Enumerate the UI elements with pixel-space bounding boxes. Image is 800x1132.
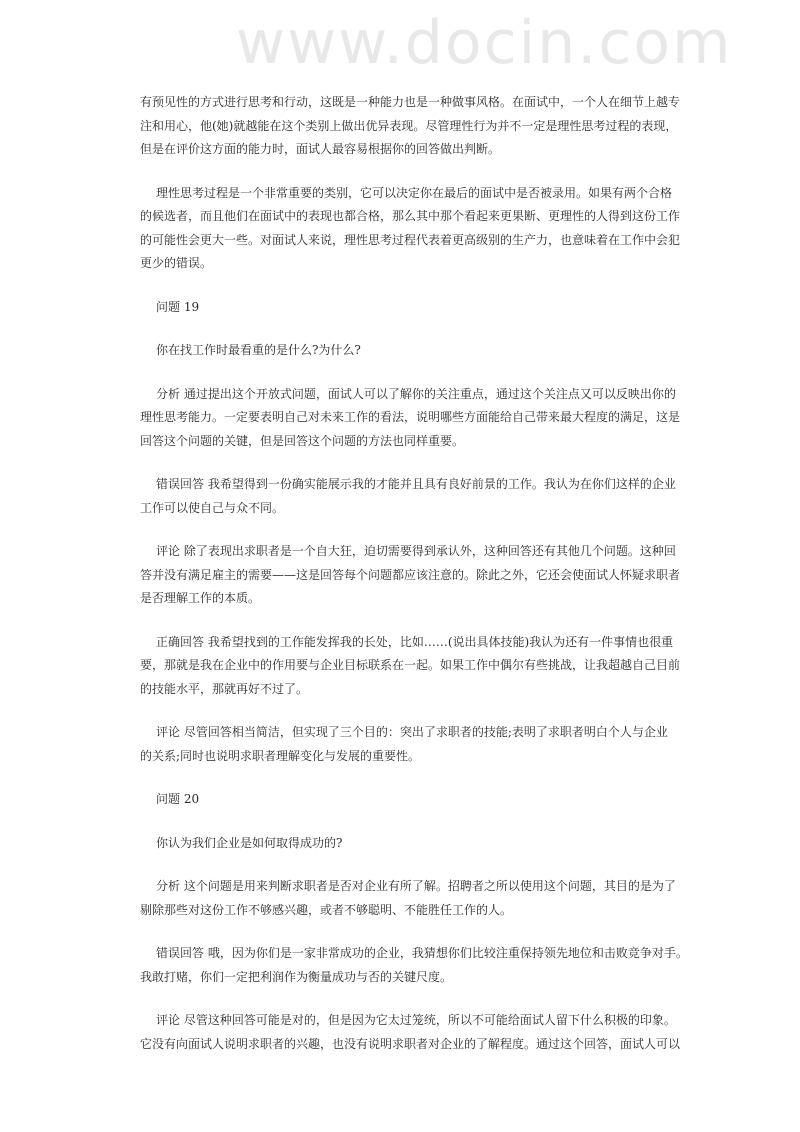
text-line: 我敢打赌，你们一定把利润作为衡量成功与否的关键尺度。 (140, 969, 453, 984)
text-line: 错误回答 我希望得到一份确实能展示我的才能并且具有良好前景的工作。我认为在你们这样的企业 (156, 477, 676, 491)
question-20-comment (140, 1009, 705, 1056)
question-19-text (140, 339, 705, 363)
text-line: 正确回答 我希望找到的工作能发挥我的长处，比如……(说出具体技能)我认为还有一件事情也很重 (156, 634, 674, 649)
text-line: 分析 这个问题是用来判断求职者是否对企业有所了解。招聘者之所以使用这个问题，其目的是为了 (156, 879, 676, 893)
question-19-comment-1 (140, 540, 705, 611)
text-line: 要，那就是我在企业中的作用要与企业目标联系在一起。如果工作中偶尔有些挑战，让我超越自己目前 (140, 658, 681, 672)
text-line: 理性思考过程是一个非常重要的类别，它可以决定你在最后的面试中是否被录用。如果有两个合格 (156, 185, 673, 200)
text-line: 理性思考能力。一定要表明自己对未来工作的看法，说明哪些方面能给自己带来最大程度的满足，这是 (140, 410, 681, 424)
question-19-analysis (140, 383, 705, 454)
question-19-heading (140, 296, 705, 320)
text-line: 答并没有满足雇主的需要——这是回答每个问题都应该注意的。除此之外，它还会使面试人怀疑求职者 (140, 567, 681, 582)
paragraph-rational-thinking (140, 182, 705, 276)
question-20-heading (140, 788, 705, 812)
text-line: 问题 20 (156, 792, 200, 806)
text-line: 你认为我们企业是如何取得成功的? (156, 835, 343, 850)
question-20-text (140, 832, 705, 856)
text-line: 但是在评价这方面的能力时，面试人最容易根据你的回答做出判断。 (140, 142, 501, 156)
text-line: 回答这个问题的关键，但是回答这个问题的方法也同样重要。 (140, 433, 465, 448)
text-line: 更少的错误。 (140, 256, 213, 270)
watermark: www.docin.com (236, 8, 733, 78)
text-line: 的候选者，而且他们在面试中的表现也都合格，那么其中那个看起来更果断、更理性的人得到这份工作 (140, 209, 681, 223)
text-line: 问题 19 (156, 299, 200, 314)
document-body (140, 91, 705, 1076)
text-line: 的关系;同时也说明求职者理解变化与发展的重要性。 (140, 748, 421, 763)
text-line: 的技能水平，那就再好不过了。 (140, 681, 309, 696)
question-20-analysis (140, 875, 705, 922)
text-line: 你在找工作时最看重的是什么?为什么? (156, 343, 361, 357)
text-line: 注和用心，他(她)就越能在这个类别上做出优异表现。尽管理性行为并不一定是理性思考过程的表现， (140, 118, 678, 133)
question-19-comment-2 (140, 721, 705, 768)
text-line: 评论 尽管这种回答可能是对的，但是因为它太过笼统，所以不可能给面试人留下什么积极的印象。 (156, 1013, 676, 1027)
text-line: 错误回答 哦，因为你们是一家非常成功的企业，我猜想你们比较注重保持领先地位和击败竞争对手。 (156, 946, 688, 960)
paragraph-rational-behavior (140, 91, 705, 162)
question-20-wrong-answer (140, 942, 705, 989)
text-line: 剔除那些对这份工作不够感兴趣，或者不够聪明、不能胜任工作的人。 (140, 902, 513, 917)
text-line: 是否理解工作的本质。 (140, 591, 261, 605)
text-line: 有预见性的方式进行思考和行动，这既是一种能力也是一种做事风格。在面试中，一个人在细节上越专 (140, 95, 681, 109)
question-19-correct-answer (140, 631, 705, 702)
text-line: 它没有向面试人说明求职者的兴趣，也没有说明求职者对企业的了解程度。通过这个回答，面试人可以 (140, 1036, 681, 1051)
question-19-wrong-answer (140, 473, 705, 520)
text-line: 评论 除了表现出求职者是一个自大狂，迫切需要得到承认外，这种回答还有其他几个问题。这种回 (156, 544, 676, 558)
text-line: 工作可以使自己与众不同。 (140, 500, 285, 515)
text-line: 评论 尽管回答相当简洁，但实现了三个目的：突出了求职者的技能;表明了求职者明白个人与企业 (156, 725, 668, 739)
text-line: 分析 通过提出这个开放式问题，面试人可以了解你的关注重点，通过这个关注点又可以反映出你的 (156, 386, 676, 401)
text-line: 的可能性会更大一些。对面试人来说，理性思考过程代表着更高级别的生产力，也意味着在工作中会犯 (140, 232, 681, 247)
